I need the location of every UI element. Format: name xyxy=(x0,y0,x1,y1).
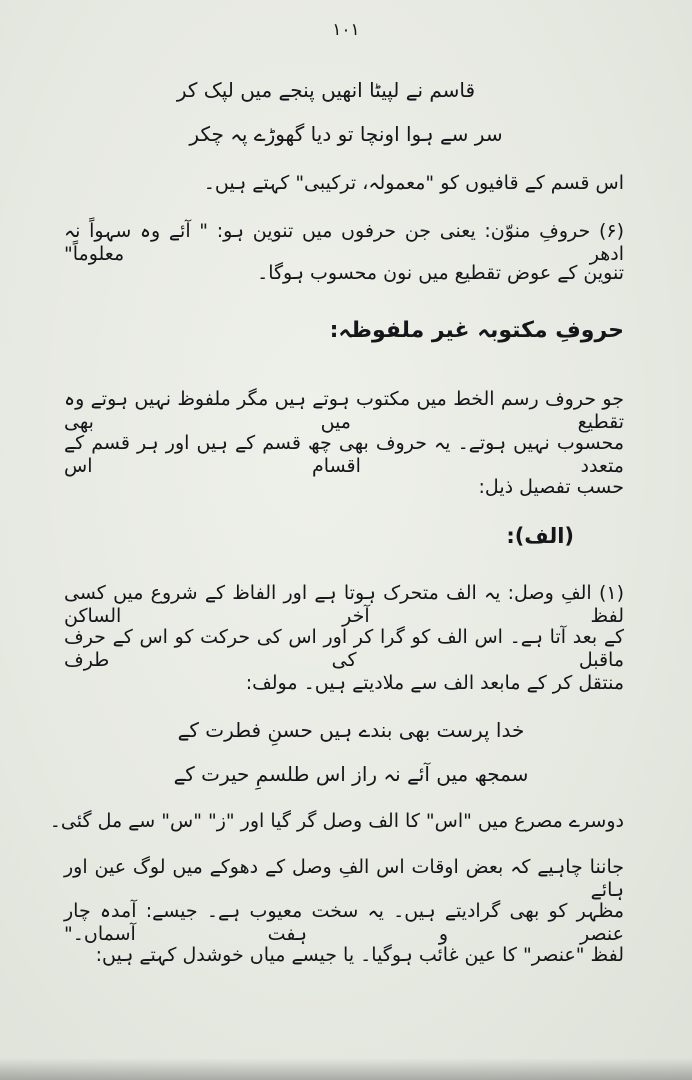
text-line: اس قسم کے قافیوں کو "معمولہ، ترکیبی" کہتے ہیں۔ xyxy=(203,172,624,194)
subsection-heading: (الف): xyxy=(506,524,574,548)
text-line: محسوب نہیں ہوتے۔ یہ حروف بھی چھ قسم کے ہیں اور ہر قسم کے متعدد اقسام اس xyxy=(64,432,624,477)
text-line: کے بعد آتا ہے۔ اس الف کو گرا کر اور اس کی حرکت کو اس کے حرف ماقبل کی طرف xyxy=(64,626,624,671)
text-line: (۶) حروفِ منوّن: یعنی جن حرفوں میں تنوین ہو: " آئے وہ سہواً نہ ادھر معلوماً" xyxy=(64,220,624,265)
text-line: جو حروف رسم الخط میں مکتوب ہوتے ہیں مگر ملفوظ نہیں ہوتے وہ تقطیع میں بھی xyxy=(64,388,624,433)
text-line: جاننا چاہیے کہ بعض اوقات اس الفِ وصل کے دھوکے میں لوگ عین اور ہائے xyxy=(64,856,624,901)
section-heading: حروفِ مکتوبہ غیر ملفوظہ: xyxy=(329,318,624,343)
verse-line: سر سے ہوا اونچا تو دیا گھوڑے پہ چکر xyxy=(189,122,503,146)
verse-line: خدا پرست بھی بندے ہیں حسنِ فطرت کے xyxy=(177,718,525,742)
verse-line: قاسم نے لپیٹا انھیں پنجے میں لپک کر xyxy=(176,78,476,102)
text-line: تنوین کے عوض تقطیع میں نون محسوب ہوگا۔ xyxy=(257,262,624,284)
text-line: منتقل کر کے مابعد الف سے ملادیتے ہیں۔ مولف: xyxy=(245,672,624,694)
text-line: دوسرے مصرع میں "اس" کا الف وصل گر گیا اور "ز" "س" سے مل گئی۔ xyxy=(49,810,624,832)
page-number: ۱۰۱ xyxy=(332,20,360,40)
verse-line: سمجھ میں آئے نہ راز اس طلسمِ حیرت کے xyxy=(173,762,529,786)
text-line: (۱) الفِ وصل: یہ الف متحرک ہوتا ہے اور الفاظ کے شروع میں کسی لفظ آخر الساکن xyxy=(64,582,624,627)
text-line: حسب تفصیل ذیل: xyxy=(478,476,624,498)
text-line: مظہر کو بھی گرادیتے ہیں۔ یہ سخت معیوب ہے۔ جیسے: آمدہ چار عنصر و ہفت آسماں۔" xyxy=(64,900,624,945)
text-line: لفظ "عنصر" کا عین غائب ہوگیا۔ یا جیسے میاں خوشدل کہتے ہیں: xyxy=(95,944,624,966)
